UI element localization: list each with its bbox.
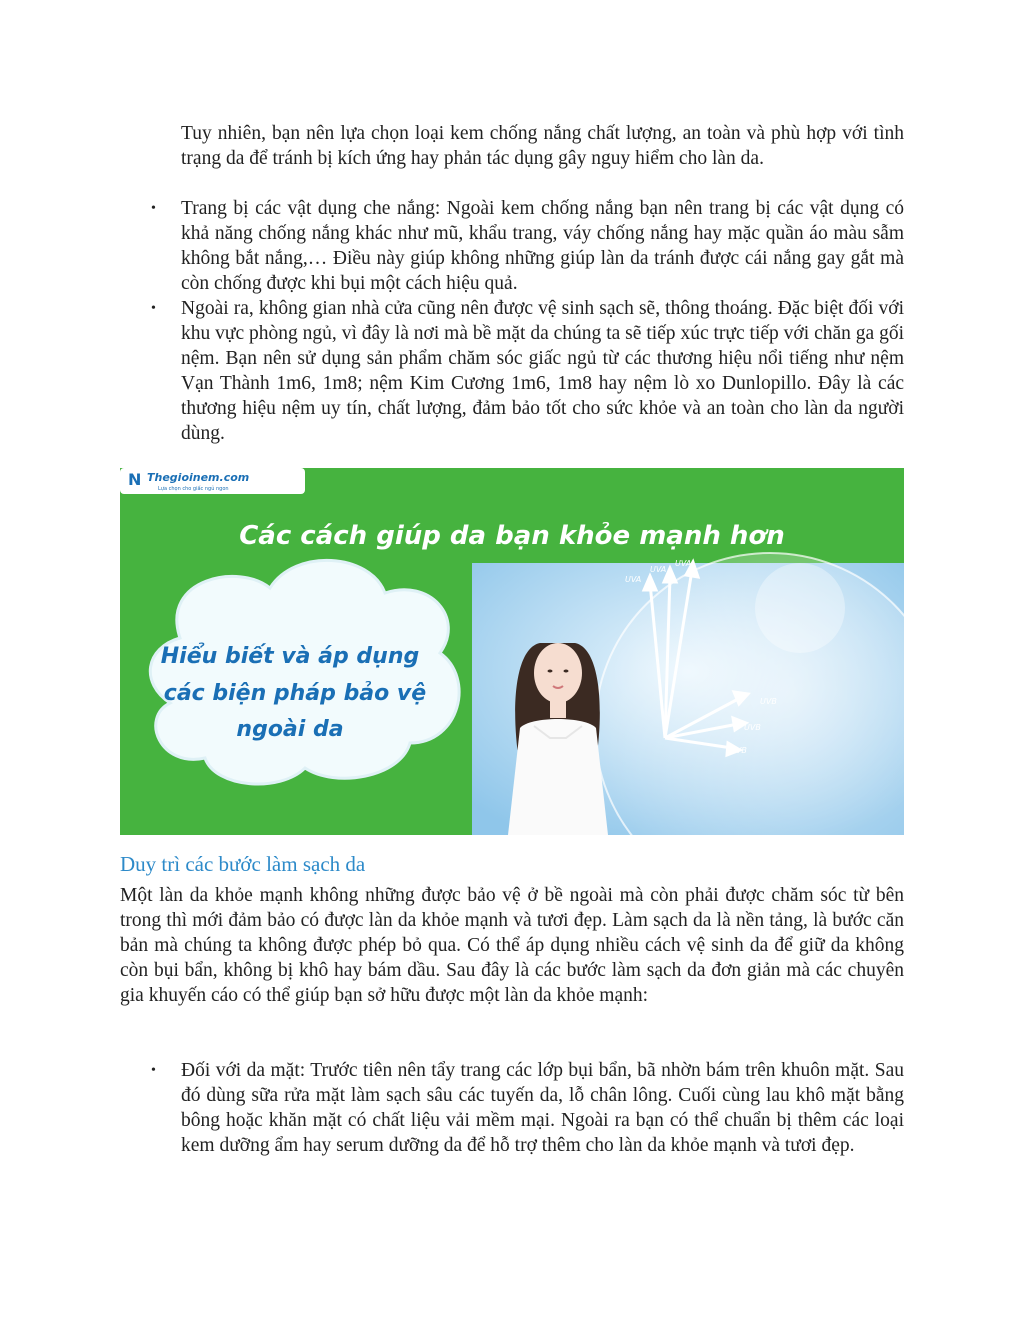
cloud-bubble xyxy=(150,560,459,784)
logo-text: Thegioinem.com xyxy=(147,471,250,484)
ray-label: UVB xyxy=(744,723,761,732)
list-item xyxy=(120,296,904,446)
list-item-text: Đối với da mặt: Trước tiên nên tẩy trang các lớp bụi bẩn, bã nhờn bám trên khuôn mặt. Sau đó dùng sữa rửa mặt làm sạch sâu các tuyến da, lỗ chân lông. Cuối cùng lau khô mặt bằng bông hoặc khăn mặt có chất liệu vải mềm mại. Ngoài ra bạn có thể chuẩn bị thêm các loại kem dưỡng ẩm hay serum dưỡng da để hỗ trợ thêm cho làn da khỏe mạnh và tươi đẹp. xyxy=(181,1060,904,1156)
bullet-icon: • xyxy=(151,1063,156,1078)
logo-tagline: Lựa chọn cho giấc ngủ ngon xyxy=(158,486,229,492)
logo-mark-icon: N xyxy=(128,470,142,489)
banner-title: Các cách giúp da bạn khỏe mạnh hơn xyxy=(239,521,785,551)
list-item xyxy=(120,196,904,296)
ray-label: UVA xyxy=(625,575,642,584)
bullet-icon: • xyxy=(151,201,156,216)
ray-label: UVA xyxy=(650,565,667,574)
ray-label: UVB xyxy=(760,697,777,706)
bullet-icon: • xyxy=(151,301,156,316)
banner-image xyxy=(120,468,904,835)
list-item-text: Ngoài ra, không gian nhà cửa cũng nên được vệ sinh sạch sẽ, thông thoáng. Đặc biệt đối với khu vực phòng ngủ, vì đây là nơi mà bề mặt da chúng ta sẽ tiếp xúc trực tiếp với chăn ga gối nệm. Bạn nên sử dụng sản phẩm chăm sóc giấc ngủ từ các thương hiệu nổi tiếng như nệm Vạn Thành 1m6, 1m8; nệm Kim Cương 1m6, 1m8 hay nệm lò xo Dunlopillo. Đây là các thương hiệu nệm uy tín, chất lượng, đảm bảo tốt cho sức khỏe và an toàn cho làn da người dùng. xyxy=(181,298,904,444)
bullet-list-top xyxy=(120,196,904,446)
list-item-text: Trang bị các vật dụng che nắng: Ngoài kem chống nắng bạn nên trang bị các vật dụng có khả năng chống nắng khác như mũ, khẩu trang, váy chống nắng hay mặc quần áo màu sẫm không bắt nắng,… Điều này giúp không những giúp làn da tránh được cái nắng gay gắt mà còn chống được khi bụi một cách hiệu quả. xyxy=(181,198,904,294)
list-item xyxy=(120,1058,904,1158)
section-heading: Duy trì các bước làm sạch da xyxy=(120,852,366,876)
cloud-line: các biện pháp bảo vệ xyxy=(163,681,427,706)
bullet-list-bottom xyxy=(120,1058,904,1158)
ray-label: UVB xyxy=(730,746,747,755)
body-paragraph: Một làn da khỏe mạnh không những được bảo vệ ở bề ngoài mà còn phải được chăm sóc từ bên trong thì mới đảm bảo có được làn da khỏe mạnh và tươi đẹp. Làm sạch da là nền tảng, là bước căn bản mà chúng ta không được phép bỏ qua. Có thể áp dụng nhiều cách vệ sinh da để giữ da không còn bụi bẩn, không bị khô hay bám dầu. Sau đây là các bước làm sạch da đơn giản mà các chuyên gia khuyến cáo có thể giúp bạn sở hữu được một làn da khỏe mạnh: xyxy=(120,885,904,1006)
sun-glow xyxy=(755,563,845,653)
ray-label: UVA xyxy=(675,559,692,568)
woman-illustration xyxy=(508,643,608,835)
intro-paragraph: Tuy nhiên, bạn nên lựa chọn loại kem chống nắng chất lượng, an toàn và phù hợp với tình trạng da để tránh bị kích ứng hay phản tác dụng gây nguy hiểm cho làn da. xyxy=(181,123,904,169)
cloud-line: ngoài da xyxy=(236,717,344,742)
cloud-line: Hiểu biết và áp dụng xyxy=(160,644,420,669)
banner-graphic xyxy=(120,468,904,835)
